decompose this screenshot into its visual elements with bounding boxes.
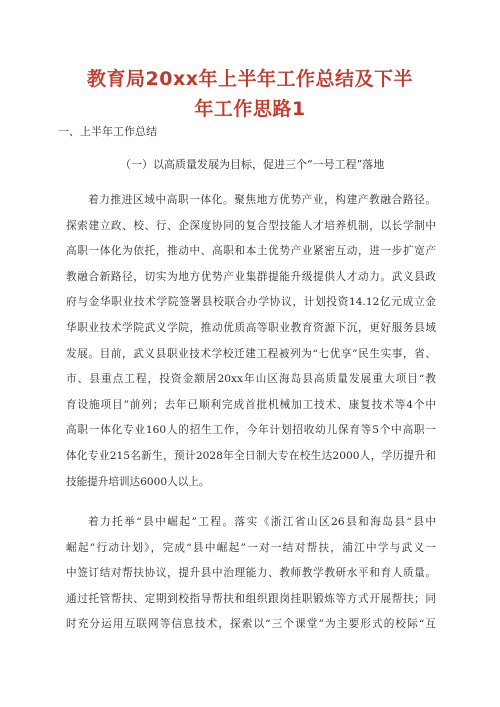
paragraph-line: 市、县重点工程，投资金额居20xx年山区海岛县高质量发展重大项目“教 [66,373,436,386]
paragraph-line: 华职业技术学院武义学院，推动优质高等职业教育资源下沉，更好服务县域 [66,321,436,334]
paragraph-line: 时充分运用互联网等信息技术，探索以“三个课堂”为主要形式的校际“互 [66,618,436,631]
paragraph-line: 育设施项目”前列；去年已顺利完成首批机械加工技术、康复技术等4个中 [66,398,436,411]
paragraph-line: 技能提升培训达6000人以上。 [66,475,210,488]
paragraph-line: 通过托管帮扶、定期到校指导帮扶和组织跟岗挂职锻炼等方式开展帮扶；同 [66,592,436,605]
paragraph-line: 高职一体化为依托，推动中、高职和本土优势产业紧密互动，进一步扩宽产 [66,245,436,258]
paragraph-line: 高职一体化专业160人的招生工作，今年计划招收幼儿保育等5个中高职一 [66,424,436,437]
paragraph-line: 教融合新路径，切实为地方优势产业集群提能升级提供人才动力。武义县政 [66,270,436,283]
paragraph-vocational-integration [66,188,436,495]
document-title-line-2: 年工作思路1 [194,98,306,120]
section-heading: 一、上半年工作总结 [58,125,157,138]
paragraph-line: 探索建立政、校、行、企深度协同的复合型技能人才培养机制，以长学制中 [66,219,436,232]
subsection-heading: （一）以高质量发展为目标，促进三个“一号工程”落地 [120,158,385,171]
paragraph-county-high-school [66,510,436,638]
paragraph-line: 发展。目前，武义县职业技术学校迁建工程被列为“七优享”民生实事，省、 [66,347,436,360]
paragraph-line: 崛起”行动计划》，完成“县中崛起”一对一结对帮扶，浦江中学与武义一 [66,541,436,554]
document-title-line-1: 教育局20xx年上半年工作总结及下半 [87,68,413,90]
paragraph-line: 着力托举“县中崛起”工程。落实《浙江省山区26县和海岛县“县中 [88,516,436,528]
paragraph-line: 着力推进区域中高职一体化。聚焦地方优势产业，构建产教融合路径。 [88,194,436,206]
paragraph-line: 体化专业215名新生，预计2028年全日制大专在校生达2000人，学历提升和 [66,449,436,462]
paragraph-line: 中签订结对帮扶协议，提升县中治理能力、教师教学教研水平和育人质量。 [66,567,436,580]
paragraph-line: 府与金华职业技术学院签署县校联合办学协议，计划投资14.12亿元成立金 [66,296,436,309]
